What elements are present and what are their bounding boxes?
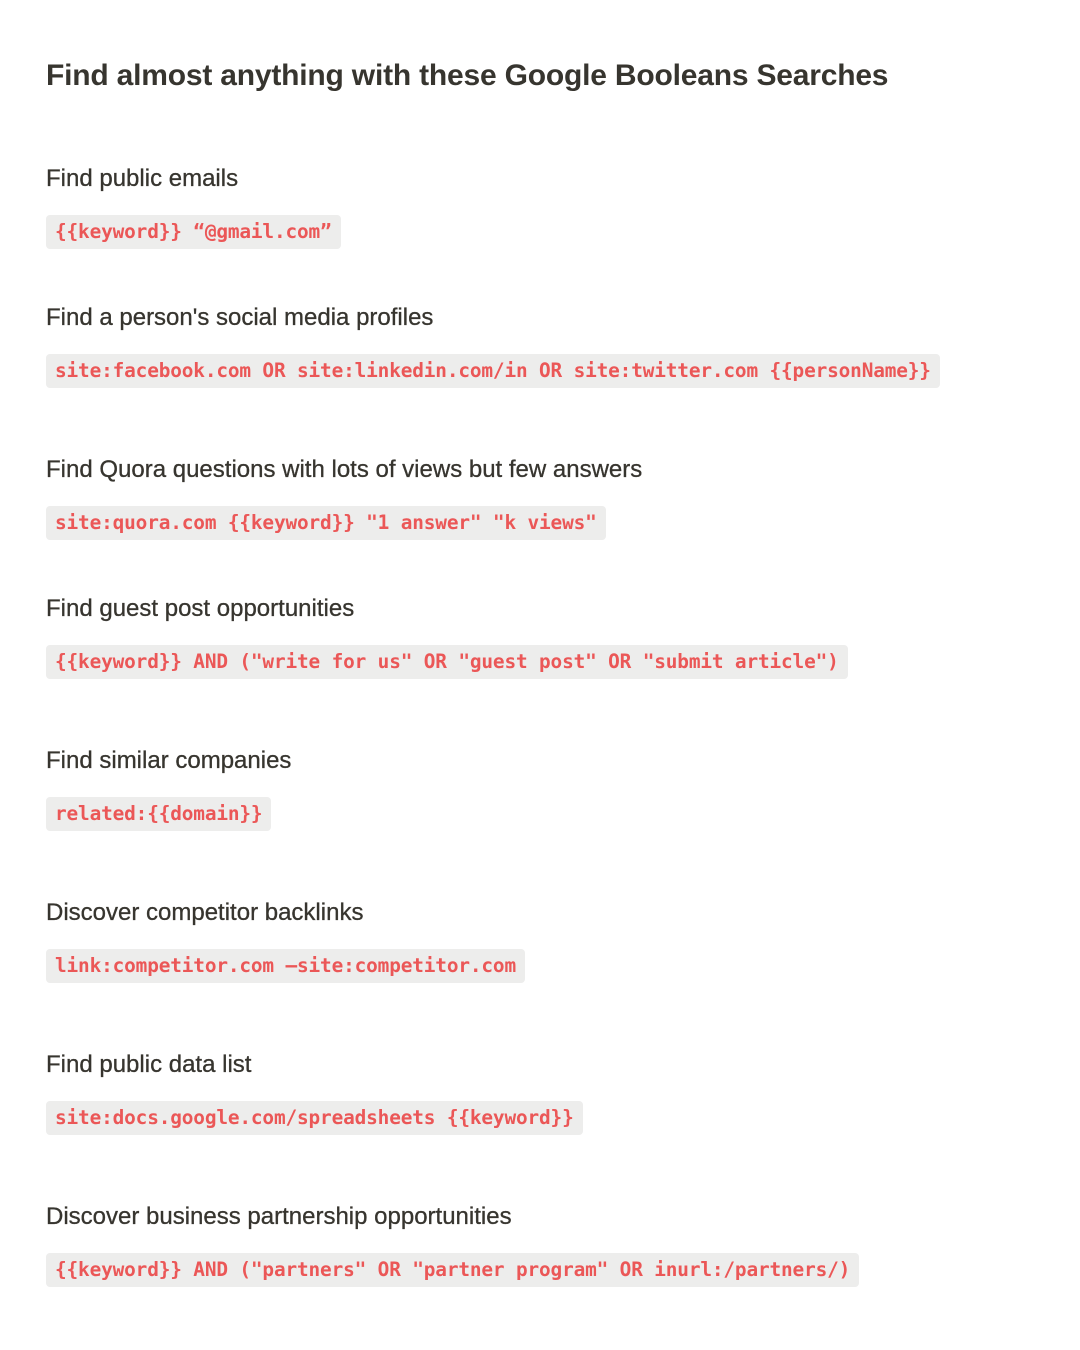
query-code[interactable]: {{keyword}} AND ("partners" OR "partner program" OR inurl:/partners/) xyxy=(46,1253,859,1287)
section-quora-questions xyxy=(46,456,642,540)
query-code[interactable]: {{keyword}} AND ("write for us" OR "guest post" OR "submit article") xyxy=(46,645,848,679)
section-social-media-profiles xyxy=(46,304,940,388)
section-heading: Discover business partnership opportunities xyxy=(46,1203,512,1230)
section-similar-companies xyxy=(46,747,291,831)
section-heading: Discover competitor backlinks xyxy=(46,899,364,926)
query-code[interactable]: {{keyword}} “@gmail.com” xyxy=(46,215,341,249)
section-heading: Find public data list xyxy=(46,1051,252,1078)
section-find-public-emails xyxy=(46,165,341,249)
section-public-data-list xyxy=(46,1051,583,1135)
query-code[interactable]: site:quora.com {{keyword}} "1 answer" "k views" xyxy=(46,506,606,540)
page-title: Find almost anything with these Google Booleans Searches xyxy=(46,59,889,92)
section-heading: Find public emails xyxy=(46,165,239,192)
section-competitor-backlinks xyxy=(46,899,525,983)
section-heading: Find a person's social media profiles xyxy=(46,304,434,331)
query-code[interactable]: link:competitor.com –site:competitor.com xyxy=(46,949,525,983)
query-code[interactable]: related:{{domain}} xyxy=(46,797,271,831)
query-code[interactable]: site:facebook.com OR site:linkedin.com/in OR site:twitter.com {{personName}} xyxy=(46,354,940,388)
section-heading: Find guest post opportunities xyxy=(46,595,355,622)
section-business-partnerships xyxy=(46,1203,859,1287)
section-heading: Find Quora questions with lots of views but few answers xyxy=(46,456,643,483)
query-code[interactable]: site:docs.google.com/spreadsheets {{keyword}} xyxy=(46,1101,583,1135)
section-guest-post-opportunities xyxy=(46,595,848,679)
section-heading: Find similar companies xyxy=(46,747,292,774)
